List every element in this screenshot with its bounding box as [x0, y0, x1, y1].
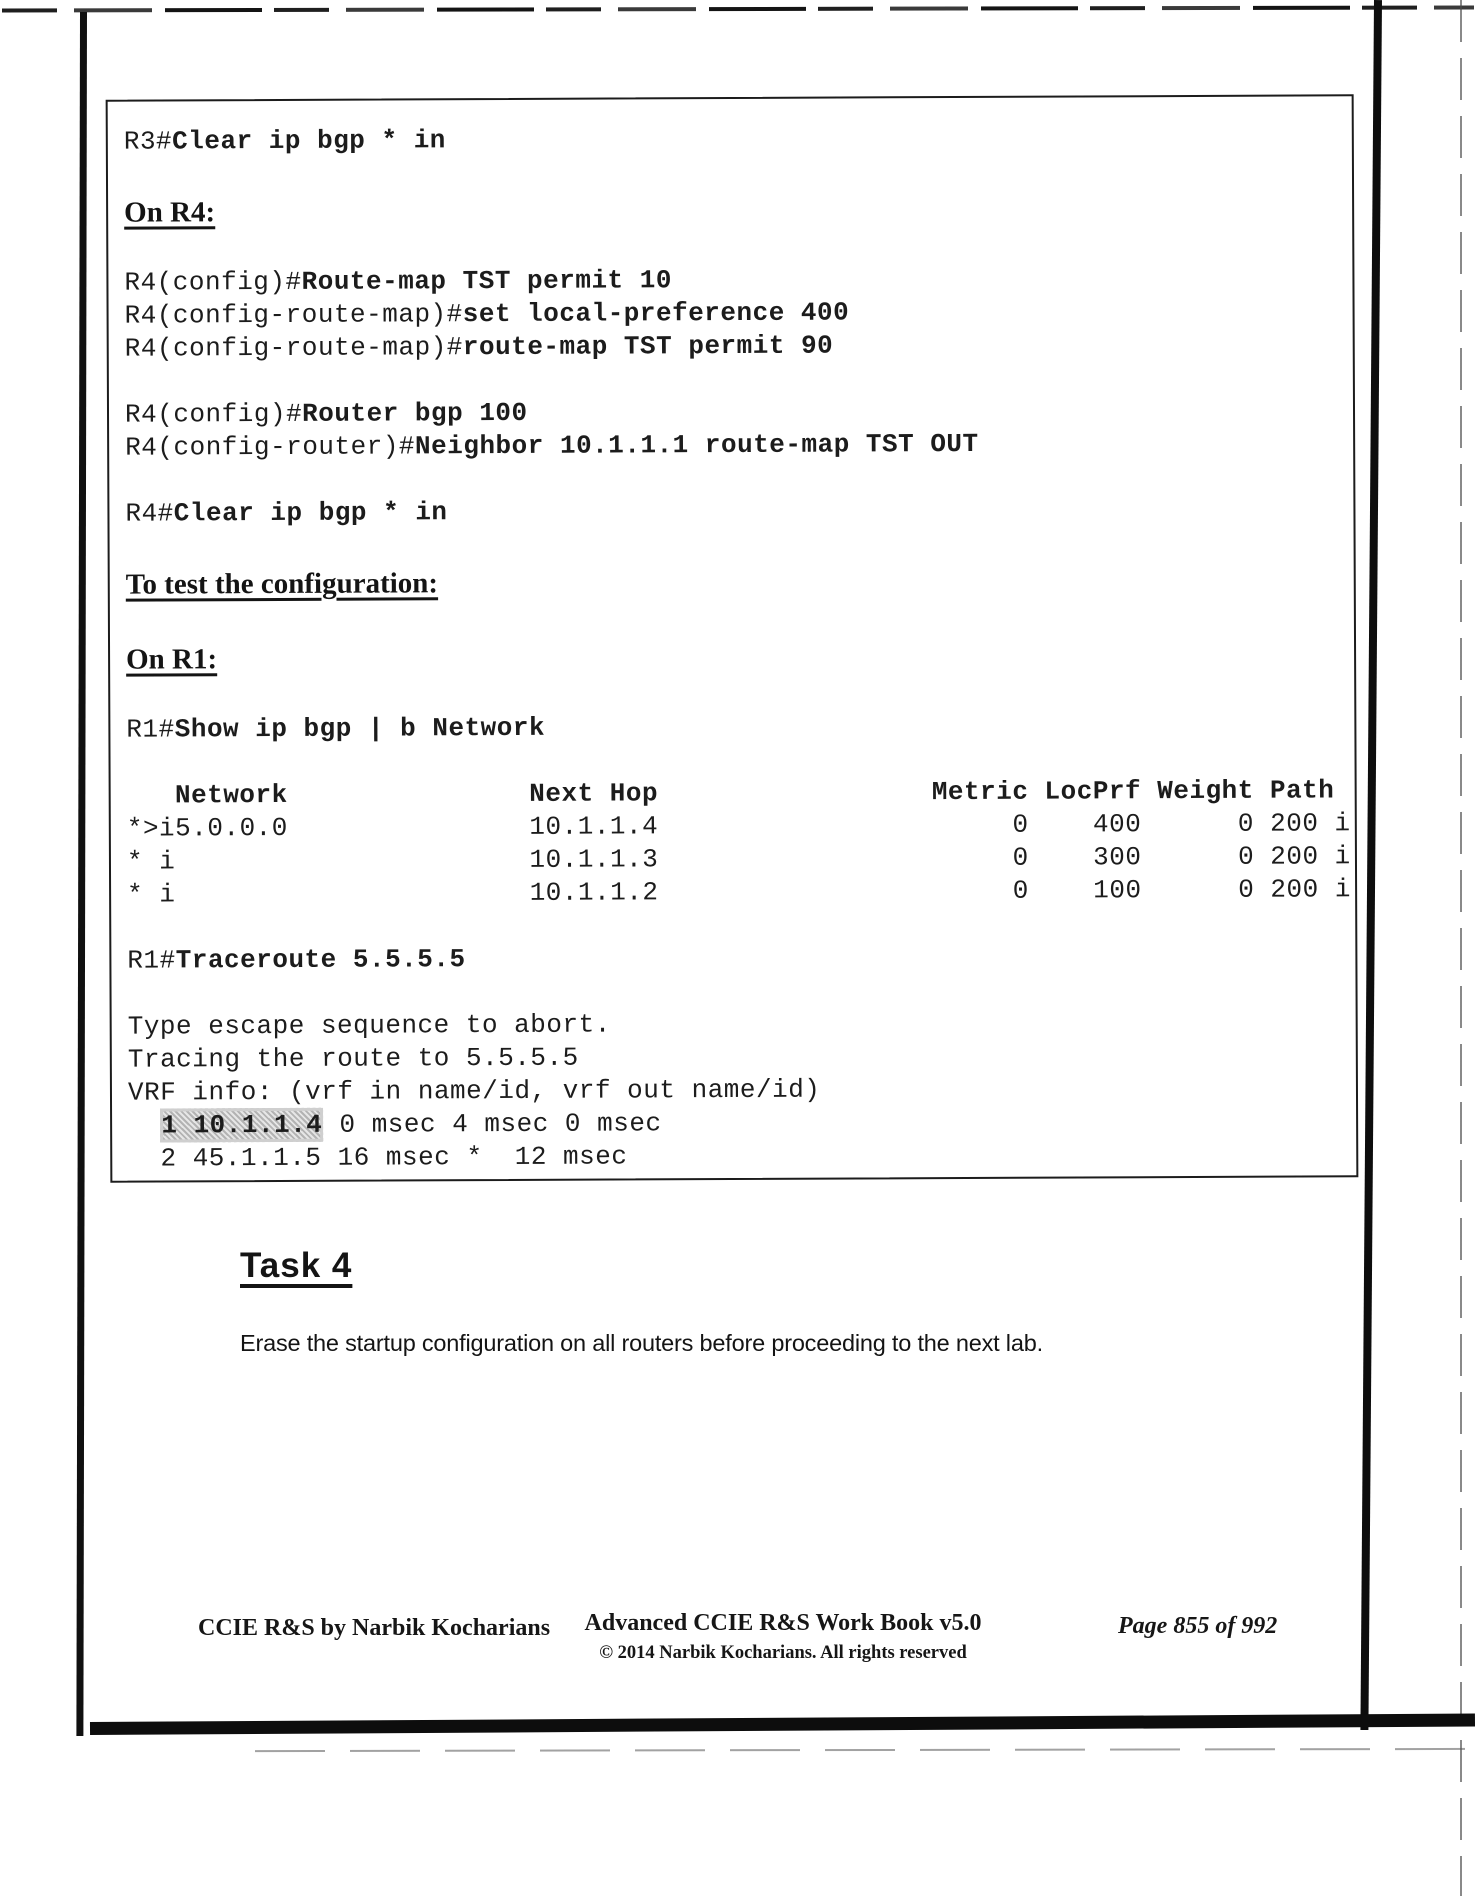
footer-book-title: Advanced CCIE R&S Work Book v5.0 — [584, 1610, 982, 1636]
scan-edge-bottom — [90, 1714, 1475, 1735]
footer-center — [568, 1610, 998, 1664]
console-line: * i 10.1.1.3 0 300 0 200 i — [126, 841, 1351, 877]
console-blank-line — [126, 741, 1346, 779]
console-line: 2 45.1.1.5 16 msec * 12 msec — [128, 1141, 628, 1174]
console-line: R3#Clear ip bgp * in — [123, 125, 446, 157]
console-line: R4#Clear ip bgp * in — [125, 497, 448, 529]
console-section-heading: To test the configuration: — [125, 567, 439, 601]
console-line: R4(config-route-map)#route-map TST permit 90 — [124, 330, 834, 364]
scan-edge-right — [1360, 0, 1382, 1730]
console-blank-line — [125, 360, 1345, 398]
console-line: Network Next Hop Metric LocPrf Weight Path — [126, 775, 1335, 811]
console-line: R4(config)#Router bgp 100 — [124, 397, 528, 430]
console-blank-line — [125, 459, 1345, 497]
console-line: VRF info: (vrf in name/id, vrf out name/id) — [127, 1074, 821, 1108]
console-section-heading: On R1: — [126, 643, 218, 676]
footer-page-number: Page 855 of 992 — [1118, 1613, 1278, 1639]
console-line: *>i5.0.0.0 10.1.1.4 0 400 0 200 i — [126, 808, 1351, 844]
scan-edge-left — [76, 12, 87, 1736]
traceroute-hop-highlight: 1 10.1.1.4 — [160, 1108, 323, 1143]
scan-edge-far-right — [1460, 0, 1462, 1896]
scan-edge-top — [2, 5, 1474, 12]
console-line: Type escape sequence to abort. — [127, 1009, 611, 1042]
console-blank-line — [127, 972, 1347, 1010]
task-description: Erase the startup configuration on all routers before proceeding to the next lab. — [240, 1330, 1043, 1356]
console-body — [124, 120, 1349, 1175]
console-blank-line — [124, 153, 1344, 191]
console-line: R4(config-route-map)#set local-preference 400 — [124, 297, 850, 331]
console-line: R4(config)#Route-map TST permit 10 — [124, 265, 673, 298]
scan-edge-bottom-stray — [255, 1748, 1480, 1752]
task-heading: Task 4 — [240, 1246, 353, 1285]
console-line: 1 10.1.1.4 0 msec 4 msec 0 msec — [128, 1104, 1348, 1142]
console-line: * i 10.1.1.2 0 100 0 200 i — [127, 874, 1351, 910]
console-blank-line — [127, 906, 1347, 944]
footer-copyright: © 2014 Narbik Kocharians. All rights reserved — [599, 1643, 967, 1663]
console-output-box — [106, 94, 1359, 1182]
console-line: R1#Show ip bgp | b Network — [126, 712, 546, 745]
console-blank-line — [126, 675, 1346, 713]
console-blank-line — [126, 600, 1346, 638]
console-section-heading: On R4: — [124, 196, 216, 229]
console-line: Tracing the route to 5.5.5.5 — [127, 1042, 579, 1075]
console-line: R4(config-router)#Neighbor 10.1.1.1 route-map TST OUT — [125, 428, 979, 463]
console-blank-line — [124, 228, 1344, 266]
console-blank-line — [126, 525, 1346, 563]
footer-author: CCIE R&S by Narbik Kocharians — [198, 1615, 551, 1641]
console-line: R1#Traceroute 5.5.5.5 — [127, 944, 466, 976]
